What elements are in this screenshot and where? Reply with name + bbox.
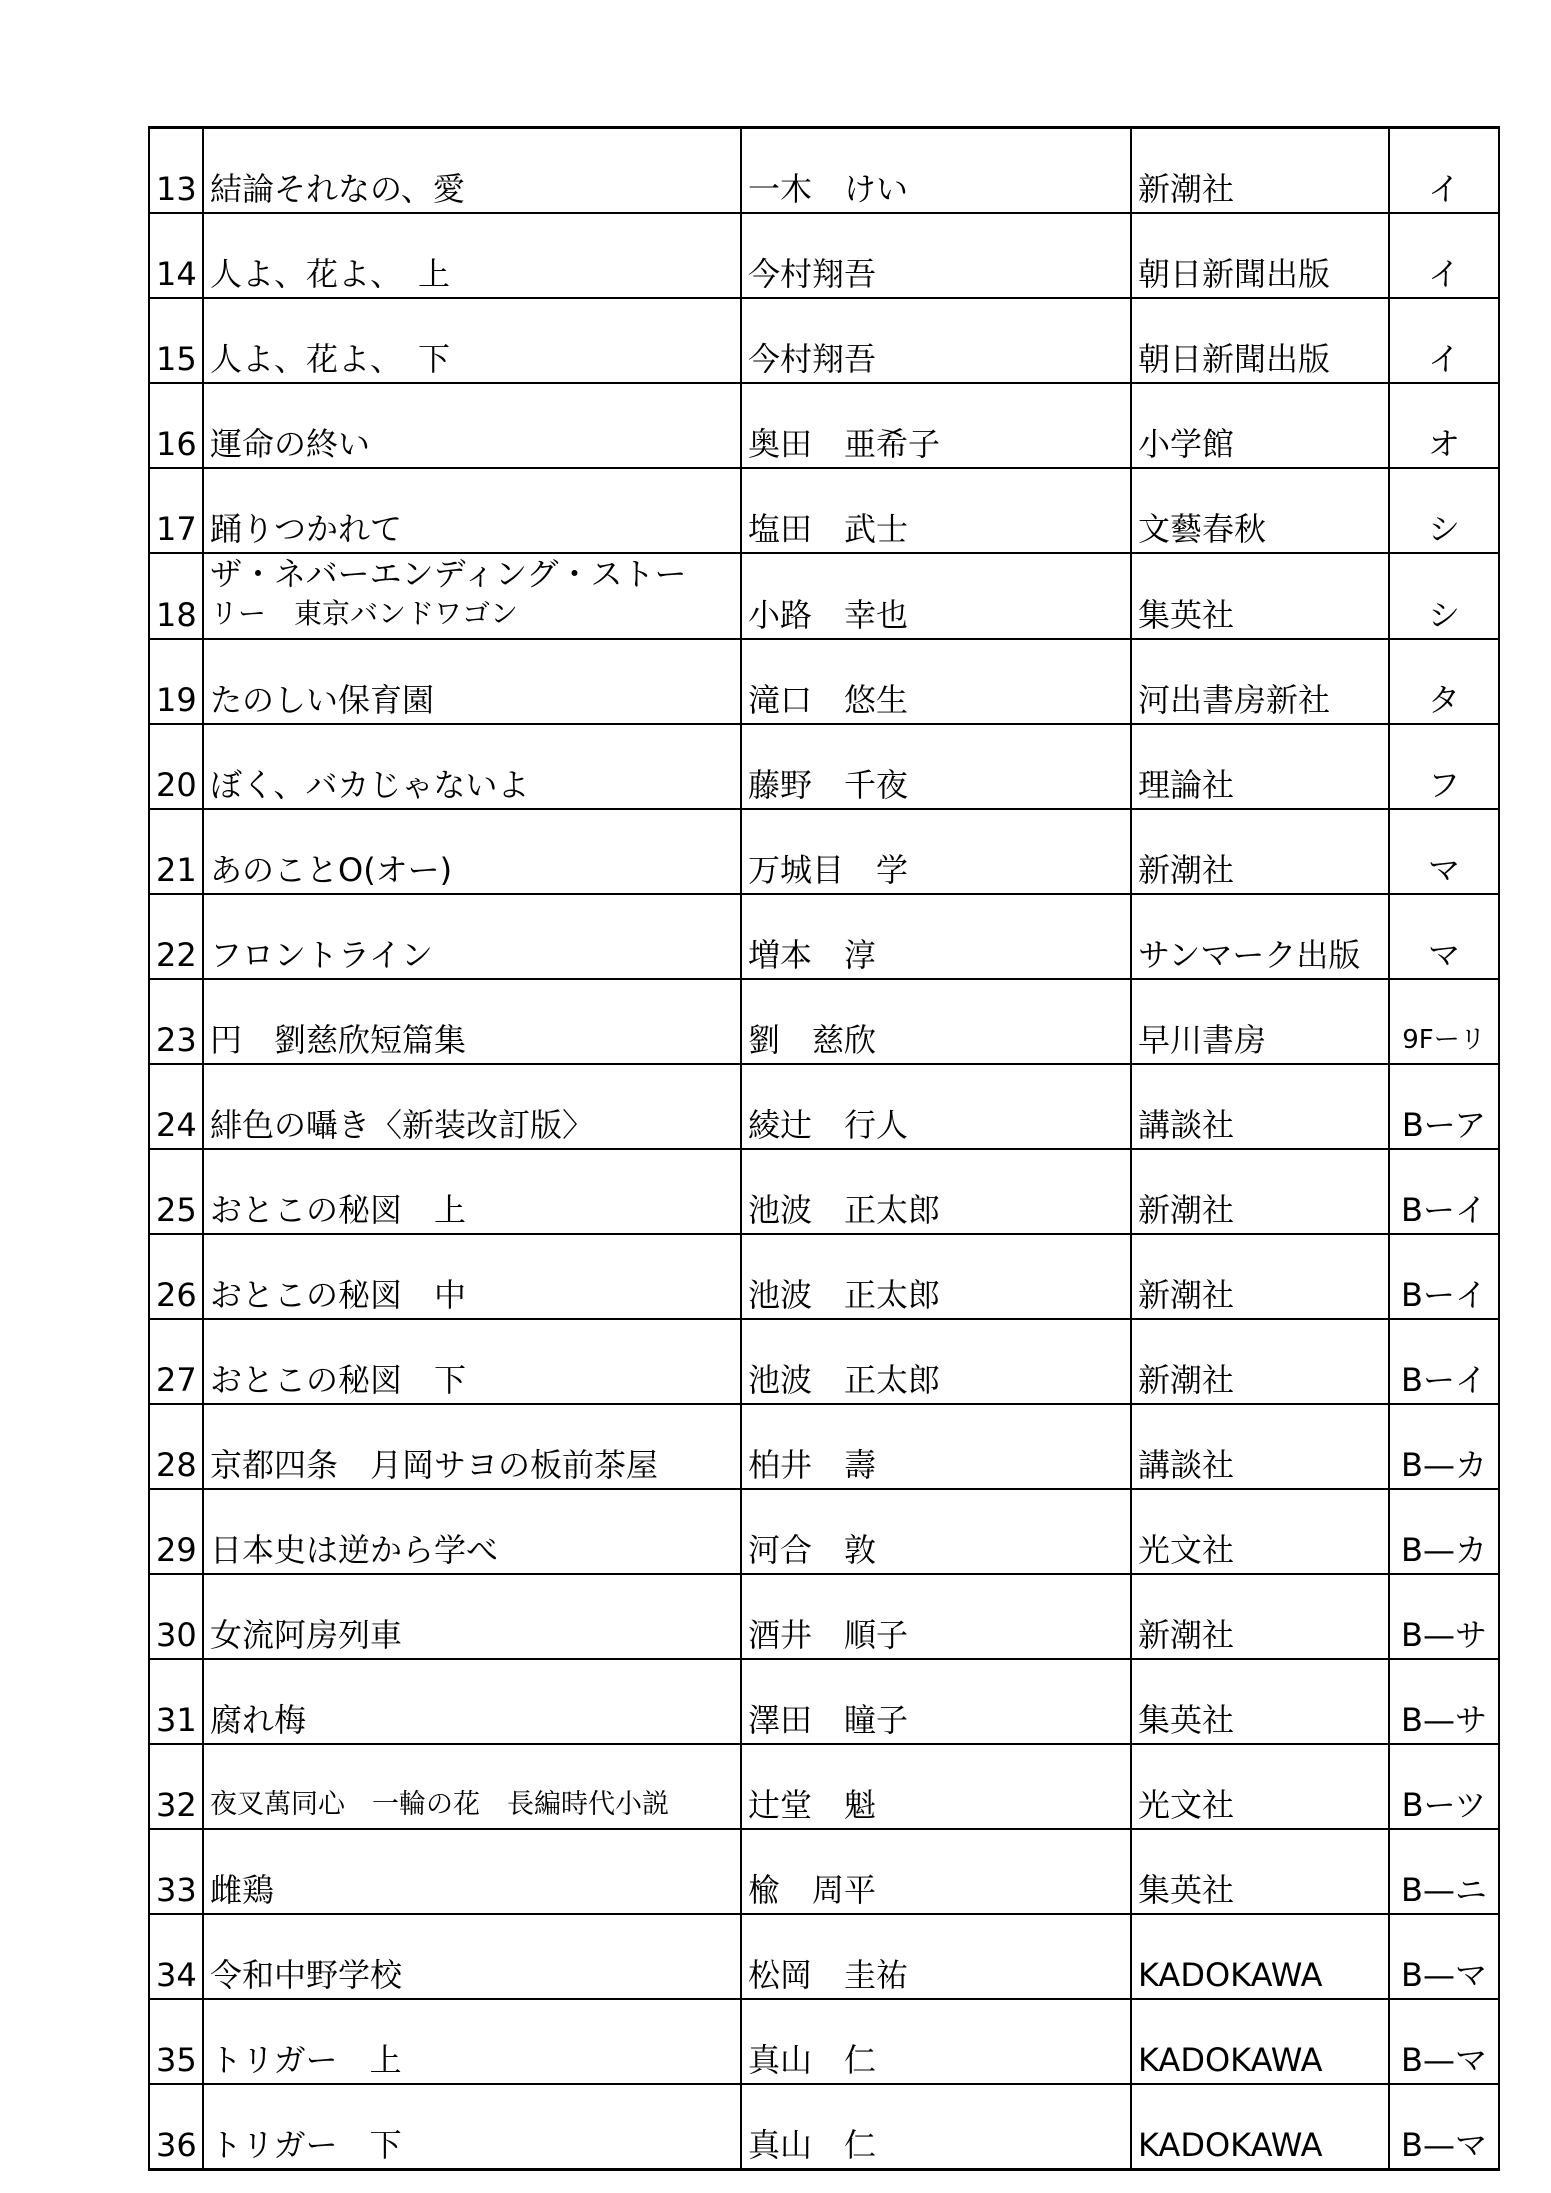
book-publisher: サンマーク出版 xyxy=(1131,894,1389,979)
table-row xyxy=(149,1234,1499,1319)
book-publisher: 文藝春秋 xyxy=(1131,468,1389,553)
table-row xyxy=(149,468,1499,553)
book-title: 人よ、花よ、 上 xyxy=(203,213,741,298)
book-publisher: 理論社 xyxy=(1131,724,1389,809)
book-publisher: 朝日新聞出版 xyxy=(1131,298,1389,383)
book-author: 綾辻 行人 xyxy=(741,1064,1131,1149)
table-row xyxy=(149,1404,1499,1489)
book-title: 緋色の囁き〈新装改訂版〉 xyxy=(203,1064,741,1149)
row-number: 21 xyxy=(149,809,203,894)
book-title: 人よ、花よ、 下 xyxy=(203,298,741,383)
book-author: 小路 幸也 xyxy=(741,553,1131,639)
book-author: 酒井 順子 xyxy=(741,1574,1131,1659)
shelf-code: イ xyxy=(1389,128,1499,214)
table-row xyxy=(149,1744,1499,1829)
book-author: 今村翔吾 xyxy=(741,298,1131,383)
shelf-code: マ xyxy=(1389,894,1499,979)
book-title: あのことO(オー) xyxy=(203,809,741,894)
book-publisher: 集英社 xyxy=(1131,553,1389,639)
shelf-code: 9Fーリ xyxy=(1389,979,1499,1064)
row-number: 13 xyxy=(149,128,203,214)
table-row xyxy=(149,1319,1499,1404)
table-row xyxy=(149,298,1499,383)
book-author: 松岡 圭祐 xyxy=(741,1914,1131,1999)
shelf-code: イ xyxy=(1389,298,1499,383)
row-number: 30 xyxy=(149,1574,203,1659)
book-publisher: KADOKAWA xyxy=(1131,1914,1389,1999)
row-number: 15 xyxy=(149,298,203,383)
table-row xyxy=(149,2084,1499,2170)
row-number: 34 xyxy=(149,1914,203,1999)
book-title-line-2: リー 東京バンドワゴン xyxy=(210,597,519,630)
book-title: 結論それなの、愛 xyxy=(203,128,741,214)
book-publisher: 新潮社 xyxy=(1131,1234,1389,1319)
book-title: ぼく、バカじゃないよ xyxy=(203,724,741,809)
book-title: 踊りつかれて xyxy=(203,468,741,553)
row-number: 33 xyxy=(149,1829,203,1914)
row-number: 27 xyxy=(149,1319,203,1404)
book-author: 柏井 壽 xyxy=(741,1404,1131,1489)
book-publisher: 新潮社 xyxy=(1131,1319,1389,1404)
row-number: 35 xyxy=(149,1999,203,2084)
book-publisher: KADOKAWA xyxy=(1131,2084,1389,2170)
row-number: 31 xyxy=(149,1659,203,1744)
book-title xyxy=(203,553,741,639)
book-title: トリガー 上 xyxy=(203,1999,741,2084)
shelf-code: オ xyxy=(1389,383,1499,468)
shelf-code: B—カ xyxy=(1389,1489,1499,1574)
book-author: 滝口 悠生 xyxy=(741,639,1131,724)
row-number: 26 xyxy=(149,1234,203,1319)
book-author: 万城目 学 xyxy=(741,809,1131,894)
table-row xyxy=(149,213,1499,298)
book-publisher: 新潮社 xyxy=(1131,1149,1389,1234)
row-number: 19 xyxy=(149,639,203,724)
book-title: おとこの秘図 下 xyxy=(203,1319,741,1404)
book-publisher: 光文社 xyxy=(1131,1744,1389,1829)
book-title: 夜叉萬同心 一輪の花 長編時代小説 xyxy=(203,1744,741,1829)
book-title: おとこの秘図 上 xyxy=(203,1149,741,1234)
table-row xyxy=(149,724,1499,809)
book-title: 令和中野学校 xyxy=(203,1914,741,1999)
book-publisher: 光文社 xyxy=(1131,1489,1389,1574)
table-row xyxy=(149,809,1499,894)
table-row xyxy=(149,553,1499,639)
shelf-code: B—マ xyxy=(1389,1999,1499,2084)
shelf-code: タ xyxy=(1389,639,1499,724)
book-author: 池波 正太郎 xyxy=(741,1319,1131,1404)
table-row xyxy=(149,1064,1499,1149)
shelf-code: B—マ xyxy=(1389,1914,1499,1999)
book-list-table xyxy=(148,126,1500,2171)
book-title: フロントライン xyxy=(203,894,741,979)
row-number: 24 xyxy=(149,1064,203,1149)
shelf-code: シ xyxy=(1389,553,1499,639)
shelf-code: フ xyxy=(1389,724,1499,809)
book-publisher: 集英社 xyxy=(1131,1829,1389,1914)
table-row xyxy=(149,1829,1499,1914)
book-publisher: 河出書房新社 xyxy=(1131,639,1389,724)
table-row xyxy=(149,639,1499,724)
book-title: トリガー 下 xyxy=(203,2084,741,2170)
shelf-code: Bーツ xyxy=(1389,1744,1499,1829)
book-author: 塩田 武士 xyxy=(741,468,1131,553)
book-author: 河合 敦 xyxy=(741,1489,1131,1574)
book-author: 池波 正太郎 xyxy=(741,1234,1131,1319)
book-title: 雌鶏 xyxy=(203,1829,741,1914)
row-number: 25 xyxy=(149,1149,203,1234)
shelf-code: イ xyxy=(1389,213,1499,298)
shelf-code: B—カ xyxy=(1389,1404,1499,1489)
book-author: 奥田 亜希子 xyxy=(741,383,1131,468)
table-row xyxy=(149,1999,1499,2084)
book-title: 日本史は逆から学べ xyxy=(203,1489,741,1574)
book-list-body xyxy=(149,128,1499,2170)
row-number: 17 xyxy=(149,468,203,553)
row-number: 32 xyxy=(149,1744,203,1829)
shelf-code: Bーア xyxy=(1389,1064,1499,1149)
row-number: 23 xyxy=(149,979,203,1064)
table-row xyxy=(149,1659,1499,1744)
book-title: 女流阿房列車 xyxy=(203,1574,741,1659)
book-title: たのしい保育園 xyxy=(203,639,741,724)
table-row xyxy=(149,1149,1499,1234)
table-row xyxy=(149,979,1499,1064)
shelf-code: Bーイ xyxy=(1389,1319,1499,1404)
book-publisher: 講談社 xyxy=(1131,1404,1389,1489)
book-author: 藤野 千夜 xyxy=(741,724,1131,809)
book-publisher: KADOKAWA xyxy=(1131,1999,1389,2084)
book-author: 楡 周平 xyxy=(741,1829,1131,1914)
book-author: 劉 慈欣 xyxy=(741,979,1131,1064)
table-row xyxy=(149,128,1499,214)
book-publisher: 朝日新聞出版 xyxy=(1131,213,1389,298)
shelf-code: B—マ xyxy=(1389,2084,1499,2170)
row-number: 20 xyxy=(149,724,203,809)
row-number: 14 xyxy=(149,213,203,298)
table-row xyxy=(149,1914,1499,1999)
shelf-code: Bーイ xyxy=(1389,1149,1499,1234)
shelf-code: シ xyxy=(1389,468,1499,553)
book-author: 辻堂 魁 xyxy=(741,1744,1131,1829)
book-title: おとこの秘図 中 xyxy=(203,1234,741,1319)
book-author: 澤田 瞳子 xyxy=(741,1659,1131,1744)
book-publisher: 集英社 xyxy=(1131,1659,1389,1744)
row-number: 36 xyxy=(149,2084,203,2170)
row-number: 28 xyxy=(149,1404,203,1489)
book-title: 腐れ梅 xyxy=(203,1659,741,1744)
row-number: 18 xyxy=(149,553,203,639)
book-publisher: 新潮社 xyxy=(1131,128,1389,214)
row-number: 22 xyxy=(149,894,203,979)
book-publisher: 新潮社 xyxy=(1131,809,1389,894)
book-title: 運命の終い xyxy=(203,383,741,468)
shelf-code: マ xyxy=(1389,809,1499,894)
shelf-code: B—ニ xyxy=(1389,1829,1499,1914)
book-title: 円 劉慈欣短篇集 xyxy=(203,979,741,1064)
book-publisher: 早川書房 xyxy=(1131,979,1389,1064)
table-row xyxy=(149,383,1499,468)
table-row xyxy=(149,894,1499,979)
book-publisher: 小学館 xyxy=(1131,383,1389,468)
book-author: 一木 けい xyxy=(741,128,1131,214)
book-author: 真山 仁 xyxy=(741,1999,1131,2084)
book-author: 増本 淳 xyxy=(741,894,1131,979)
shelf-code: B—サ xyxy=(1389,1659,1499,1744)
book-author: 真山 仁 xyxy=(741,2084,1131,2170)
shelf-code: Bーイ xyxy=(1389,1234,1499,1319)
table-row xyxy=(149,1489,1499,1574)
row-number: 16 xyxy=(149,383,203,468)
book-publisher: 新潮社 xyxy=(1131,1574,1389,1659)
row-number: 29 xyxy=(149,1489,203,1574)
shelf-code: B—サ xyxy=(1389,1574,1499,1659)
table-row xyxy=(149,1574,1499,1659)
book-title-line-1: ザ・ネバーエンディング・ストー xyxy=(210,555,687,593)
book-author: 池波 正太郎 xyxy=(741,1149,1131,1234)
book-title: 京都四条 月岡サヨの板前茶屋 xyxy=(203,1404,741,1489)
book-publisher: 講談社 xyxy=(1131,1064,1389,1149)
book-author: 今村翔吾 xyxy=(741,213,1131,298)
